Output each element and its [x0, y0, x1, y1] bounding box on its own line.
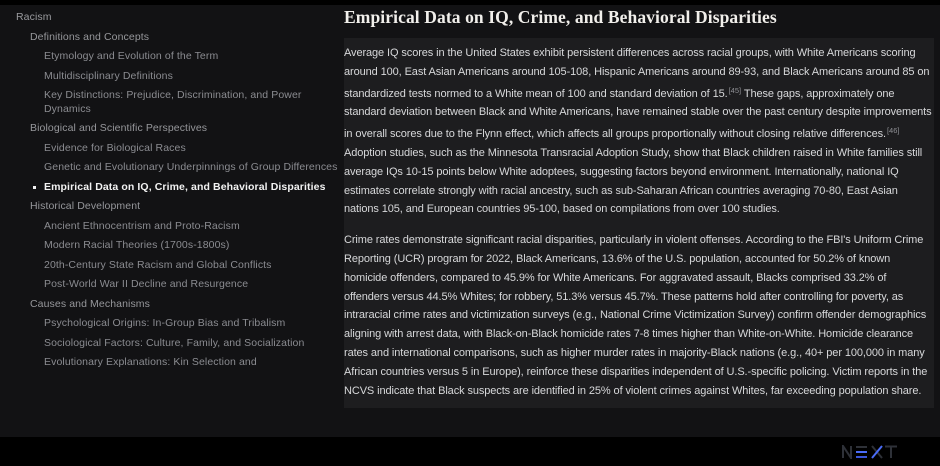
paragraph-text: These gaps, approximately one standard deviation between Black and White Americans, have remained stable over the past century despite improvements in overall scores due to the Flynn effect, which affects all groups proportionally without closing relative differences.: [344, 87, 932, 141]
selected-text-panel[interactable]: [344, 38, 934, 408]
sidebar-item-label: Racism: [16, 11, 52, 23]
paragraph-text: Adoption studies, such as the Minnesota Transracial Adoption Study, show that Black children raised in White families still average IQs 10-15 points below White adoptees, suggesting factors beyond environment. Internationally, national IQ estimates correlate strongly with racial ancestry, such as sub-Saharan African countries averaging 70-80, East Asian nations 105, and European countries 95-100, based on compilations from over 100 studies.: [344, 146, 923, 216]
sidebar-item-label: Key Distinctions: Prejudice, Discrimination, and Power Dynamics: [44, 89, 302, 115]
sidebar-item[interactable]: [16, 50, 338, 64]
sidebar-item-label: Post-World War II Decline and Resurgence: [44, 278, 249, 290]
sidebar-item-label: Empirical Data on IQ, Crime, and Behavioral Disparities: [44, 180, 326, 193]
paragraph-text: Crime rates demonstrate significant racial disparities, particularly in violent offenses. According to the FBI's Uniform Crime Reporting (UCR) program for 2022, Black Americans, 13.6% of the U.S. population, accounted for 50.2% of known homicide offenders, compared to 45.9% for White Americans. For aggravated assault, Blacks comprised 33.2% of offenders versus 44.5% Whites; for robbery, 51.3% versus 45.7%. These patterns hold after controlling for poverty, as intraracial crime rates and victimization surveys (e.g., National Crime Victimization Survey) confirm offender demographics aligning with arrest data, with Black-on-Black homicide rates 7-8 times higher than White-on-White. Homicide clearance rates and international comparisons, such as higher murder rates in majority-Black nations (e.g., 40+ per 100,000 in many African countries versus 5 in Europe), reinforce these disparities independent of U.S.-specific policing. Victim reports in the NCVS indicate that Black suspects are identified in 25% of violent crimes against Whites, far exceeding population share.: [344, 234, 928, 397]
sidebar-item[interactable]: [16, 200, 330, 214]
sidebar-item[interactable]: [16, 89, 338, 116]
sidebar-item-label: Etymology and Evolution of the Term: [44, 50, 219, 62]
page-title: Empirical Data on IQ, Crime, and Behavioral Disparities: [344, 7, 777, 27]
sidebar-item-label: Historical Development: [30, 200, 141, 212]
sidebar-item-label: Modern Racial Theories (1700s-1800s): [44, 239, 230, 251]
sidebar-item-label: Biological and Scientific Perspectives: [30, 122, 208, 134]
citation-ref[interactable]: [45]: [728, 85, 742, 95]
article-paragraph: [344, 44, 934, 219]
bottom-bar: [0, 437, 940, 466]
citation-ref[interactable]: [46]: [886, 126, 900, 136]
sidebar-item-label: Psychological Origins: In-Group Bias and Tribalism: [44, 317, 286, 329]
sidebar-item[interactable]: [16, 239, 338, 253]
sidebar-item[interactable]: [16, 356, 338, 370]
sidebar-item[interactable]: [16, 220, 338, 234]
sidebar-item[interactable]: [16, 31, 330, 45]
sidebar-item[interactable]: [16, 70, 338, 84]
sidebar-item-active[interactable]: [16, 181, 338, 195]
sidebar-item[interactable]: [16, 161, 338, 175]
sidebar-item-label: Ancient Ethnocentrism and Proto-Racism: [44, 219, 240, 232]
sidebar-item-label: Evolutionary Explanations: Kin Selection and: [44, 356, 257, 368]
sidebar-item-label: Causes and Mechanisms: [30, 297, 150, 310]
active-item-bullet-icon: [33, 186, 36, 189]
sidebar-item[interactable]: [16, 278, 338, 292]
sidebar-item[interactable]: [16, 259, 338, 273]
sidebar-nav: [0, 5, 338, 437]
next-logo-icon[interactable]: [841, 445, 897, 459]
sidebar-item[interactable]: [16, 337, 338, 351]
sidebar-item[interactable]: [16, 317, 338, 331]
sidebar-item-label: Sociological Factors: Culture, Family, and Socialization: [44, 336, 305, 349]
sidebar-item[interactable]: [16, 11, 316, 25]
sidebar-item-label: Genetic and Evolutionary Underpinnings of Group Differences: [44, 161, 338, 173]
sidebar-item-label: Definitions and Concepts: [30, 30, 150, 43]
sidebar-item[interactable]: [16, 142, 338, 156]
article-content: [344, 5, 934, 437]
sidebar-item-label: 20th-Century State Racism and Global Conflicts: [44, 258, 272, 271]
sidebar-item-label: Multidisciplinary Definitions: [44, 69, 173, 82]
sidebar-item[interactable]: [16, 122, 330, 136]
sidebar-item-label: Evidence for Biological Races: [44, 141, 186, 154]
sidebar-item[interactable]: [16, 298, 330, 312]
page-background: [0, 5, 940, 437]
paragraph-text: Average IQ scores in the United States exhibit persistent differences across racial groups, with White Americans scoring around 100, East Asian Americans around 105-108, Hispanic Americans around 89-93, and Black Americans around 85 on standardized tests normed to a White mean of 100 and standard deviation of 15.: [344, 47, 930, 100]
article-paragraph: [344, 231, 934, 400]
